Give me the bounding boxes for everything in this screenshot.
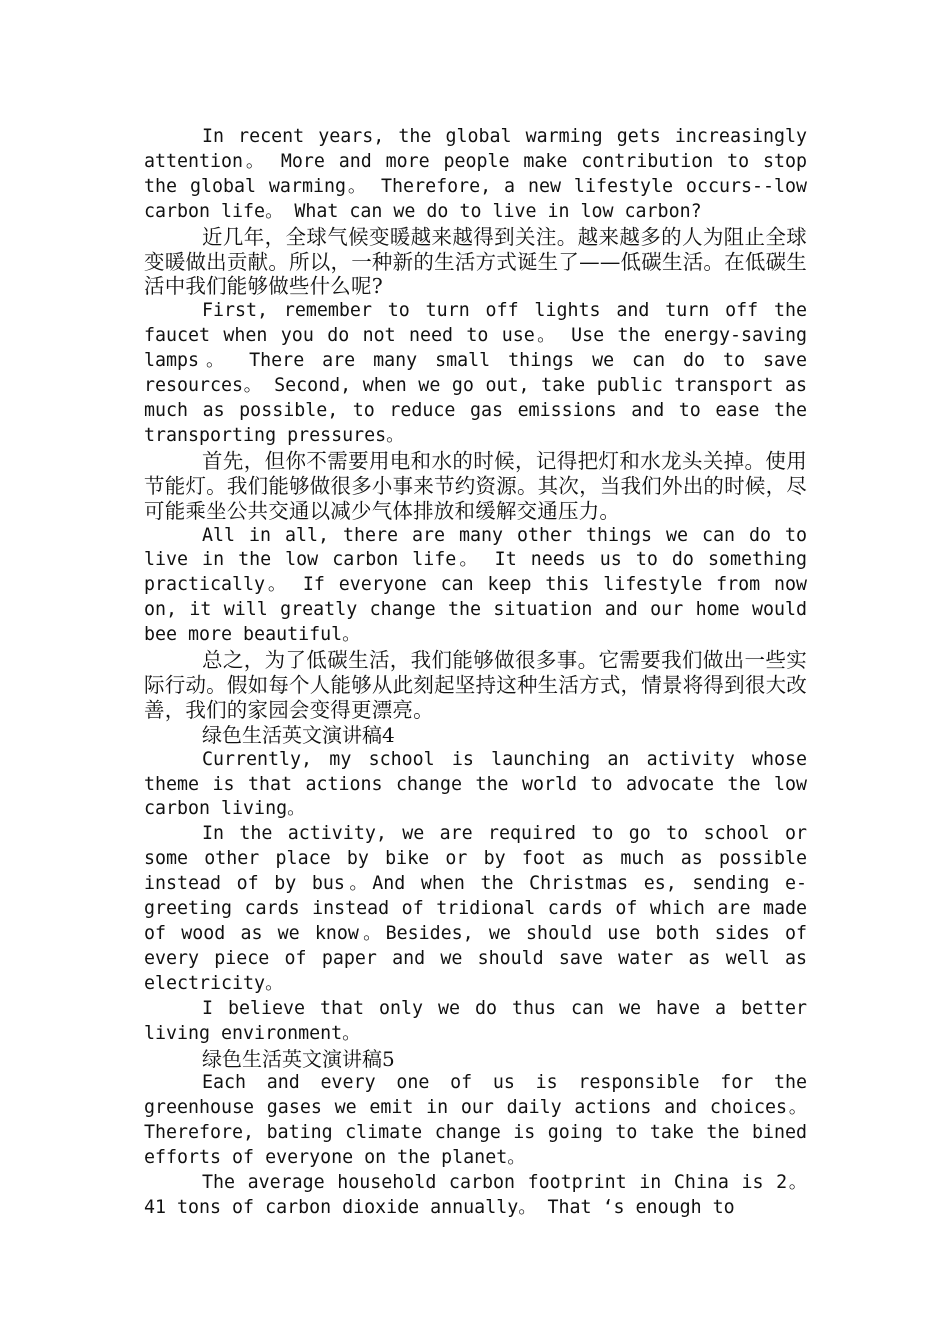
speech-heading-4: 绿色生活英文演讲稿4 bbox=[202, 722, 395, 747]
paragraph-activity-en: In the activity, we are required to go to school or some other place by bike or by foot as much as possible instead of by bus。And when the Christmas es, sending e-greeting cards instead of tridional cards of which are made of wood as we know。Besides, we should use both sides of every piece of paper and we should save water as well as electricity。 bbox=[144, 823, 807, 994]
speech-heading-5: 绿色生活英文演讲稿5 bbox=[202, 1046, 395, 1071]
document-page bbox=[144, 125, 807, 1221]
paragraph-first-en: First, remember to turn off lights and turn off the faucet when you do not need to use。 Use the energy-saving lamps。 There are many small things we can do to save resources。 Second, when we go out, take public transport as much as possible, to reduce gas emissions and to ease the transporting pressures。 bbox=[144, 300, 807, 446]
paragraph-first-zh: 首先，但你不需要用电和水的时候，记得把灯和水龙头关掉。使用节能灯。我们能够做很多小事来节约资源。其次，当我们外出的时候，尽可能乘坐公共交通以减少气体排放和缓解交通压力。 bbox=[144, 448, 807, 523]
paragraph-intro-zh: 近几年，全球气候变暖越来越得到关注。越来越多的人为阻止全球变暖做出贡献。所以，一种新的生活方式诞生了——低碳生活。在低碳生活中我们能够做些什么呢? bbox=[144, 224, 807, 299]
paragraph-all-in-all-en: All in all, there are many other things we can do to live in the low carbon life。 It needs us to do something practically。 If everyone can keep this lifestyle from now on, it will greatly change the situation and our home would bee more beautiful。 bbox=[144, 524, 807, 646]
paragraph-currently-en: Currently, my school is launching an activity whose theme is that actions change the world to advocate the low carbon living。 bbox=[144, 748, 807, 820]
paragraph-all-in-all-zh: 总之，为了低碳生活，我们能够做很多事。它需要我们做出一些实际行动。假如每个人能够从此刻起坚持这种生活方式，情景将得到很大改善，我们的家园会变得更漂亮。 bbox=[144, 648, 807, 722]
paragraph-responsible-en: Each and every one of us is responsible for the greenhouse gases we emit in our daily actions and choices。 Therefore, bating climate change is going to take the bined efforts of everyone on the planet。 bbox=[144, 1072, 807, 1169]
paragraph-footprint-en: The average household carbon footprint in China is 2。41 tons of carbon dioxide annually。 That ‘s enough to bbox=[144, 1172, 807, 1218]
paragraph-intro-en: In recent years, the global warming gets increasingly attention。 More and more people make contribution to stop the global warming。 Therefore, a new lifestyle occurs--low carbon life。 What can we do to live in low carbon? bbox=[144, 126, 807, 222]
paragraph-believe-en: I believe that only we do thus can we have a better living environment。 bbox=[144, 997, 807, 1044]
